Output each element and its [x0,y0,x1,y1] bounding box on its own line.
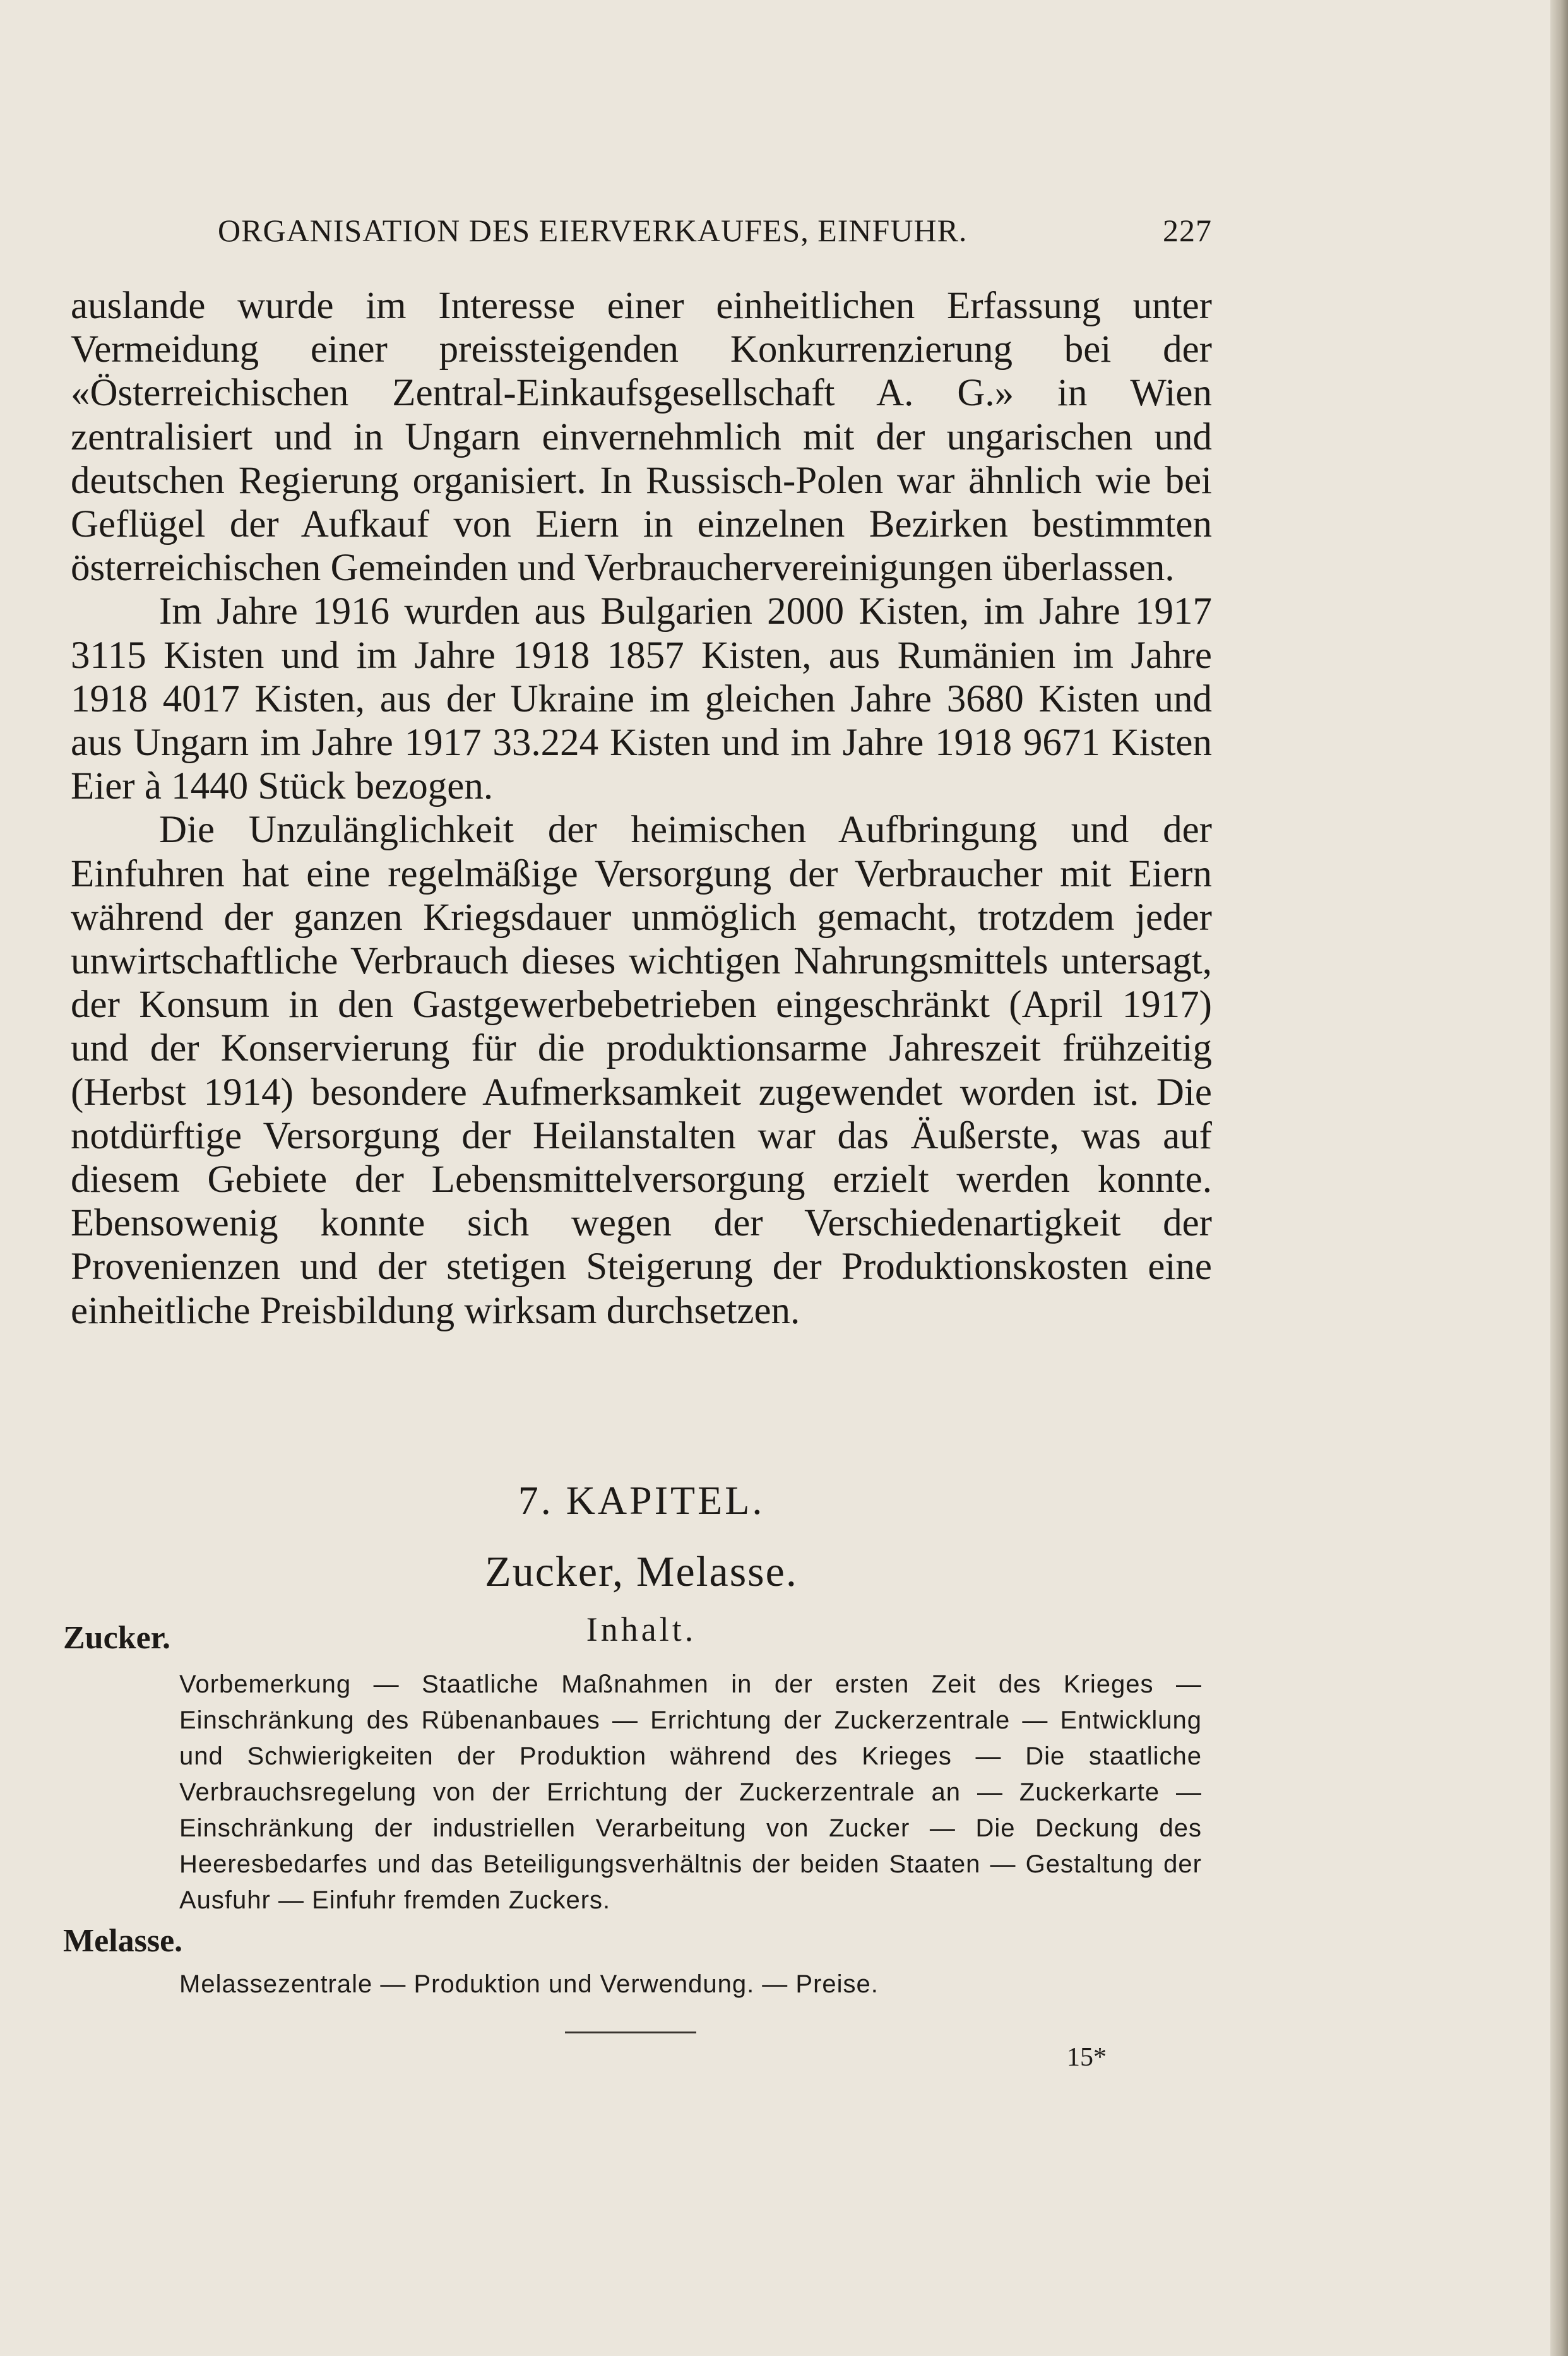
paragraph-1: auslande wurde im Interesse einer einheitlichen Erfassung unter Vermeidung einer preissteigenden Konkurrenzierung bei der «Österreichischen Zentral-Einkaufsgesellschaft A. G.» in Wien zentralisiert und in Ungarn einvernehmlich mit der ungarischen und deutschen Regierung organisiert. In Russisch-Polen war ähnlich wie bei Geflügel der Aufkauf von Eiern in einzelnen Bezirken bestimmten österreichischen Gemeinden und Verbrauchervereinigungen überlassen. [71,285,1212,590]
section-label-zucker: Zucker. [63,1620,170,1656]
body-text [71,284,1212,1333]
footer-rule [565,2032,696,2033]
chapter-title: Zucker, Melasse. [485,1547,798,1595]
contents-heading: Inhalt. [586,1610,697,1648]
page-edge [1550,0,1568,2356]
section-label-melasse: Melasse. [63,1923,183,1959]
section-summary-melasse: Melassezentrale — Produktion und Verwendung. — Preise. [179,1970,879,1998]
running-head-title: ORGANISATION DES EIERVERKAUFES, EINFUHR. [218,213,968,248]
paragraph-3: Die Unzulänglichkeit der heimischen Aufbringung und der Einfuhren hat eine regelmäßige Versorgung der Verbraucher mit Eiern während der ganzen Kriegsdauer unmöglich gemacht, trotzdem jeder unwirtschaftliche Verbrauch dieses wichtigen Nahrungsmittels untersagt, der Konsum in den Gastgewerbebetrieben eingeschränkt (April 1917) und der Konservierung für die produktionsarme Jahreszeit frühzeitig (Herbst 1914) besondere Aufmerksamkeit zugewendet worden ist. Die notdürftige Versorgung der Heilanstalten war das Äußerste, was auf diesem Gebiete der Lebensmittelversorgung erzielt werden konnte. Ebensowenig konnte sich wegen der Verschiedenartigkeit der Provenienzen und der stetigen Steigerung der Produktionskosten eine einheitliche Preisbildung wirksam durchsetzen. [71,809,1212,1332]
running-head [218,212,1212,256]
chapter-number: 7. KAPITEL. [518,1478,765,1523]
section-summary-zucker: Vorbemerkung — Staatliche Maßnahmen in der ersten Zeit des Krieges — Einschränkung des Rübenanbaues — Errichtung der Zuckerzentrale — Entwicklung und Schwierigkeiten der Produktion während des Krieges — Die staatliche Verbrauchsregelung von der Errichtung der Zuckerzentrale an — Zuckerkarte — Einschränkung der industriellen Verarbeitung von Zucker — Die Deckung des Heeresbedarfes und das Beteiligungsverhältnis der beiden Staaten — Gestaltung der Ausfuhr — Einfuhr fremden Zuckers. [179,1670,1202,1914]
paragraph-2: Im Jahre 1916 wurden aus Bulgarien 2000 Kisten, im Jahre 1917 3115 Kisten und im Jahre 1918 1857 Kisten, aus Rumänien im Jahre 1918 4017 Kisten, aus der Ukraine im gleichen Jahre 3680 Kisten und aus Ungarn im Jahre 1917 33.224 Kisten und im Jahre 1918 9671 Kisten Eier à 1440 Stück bezogen. [71,590,1212,808]
signature-mark: 15* [1067,2043,1107,2072]
page-number: 227 [1163,213,1212,248]
